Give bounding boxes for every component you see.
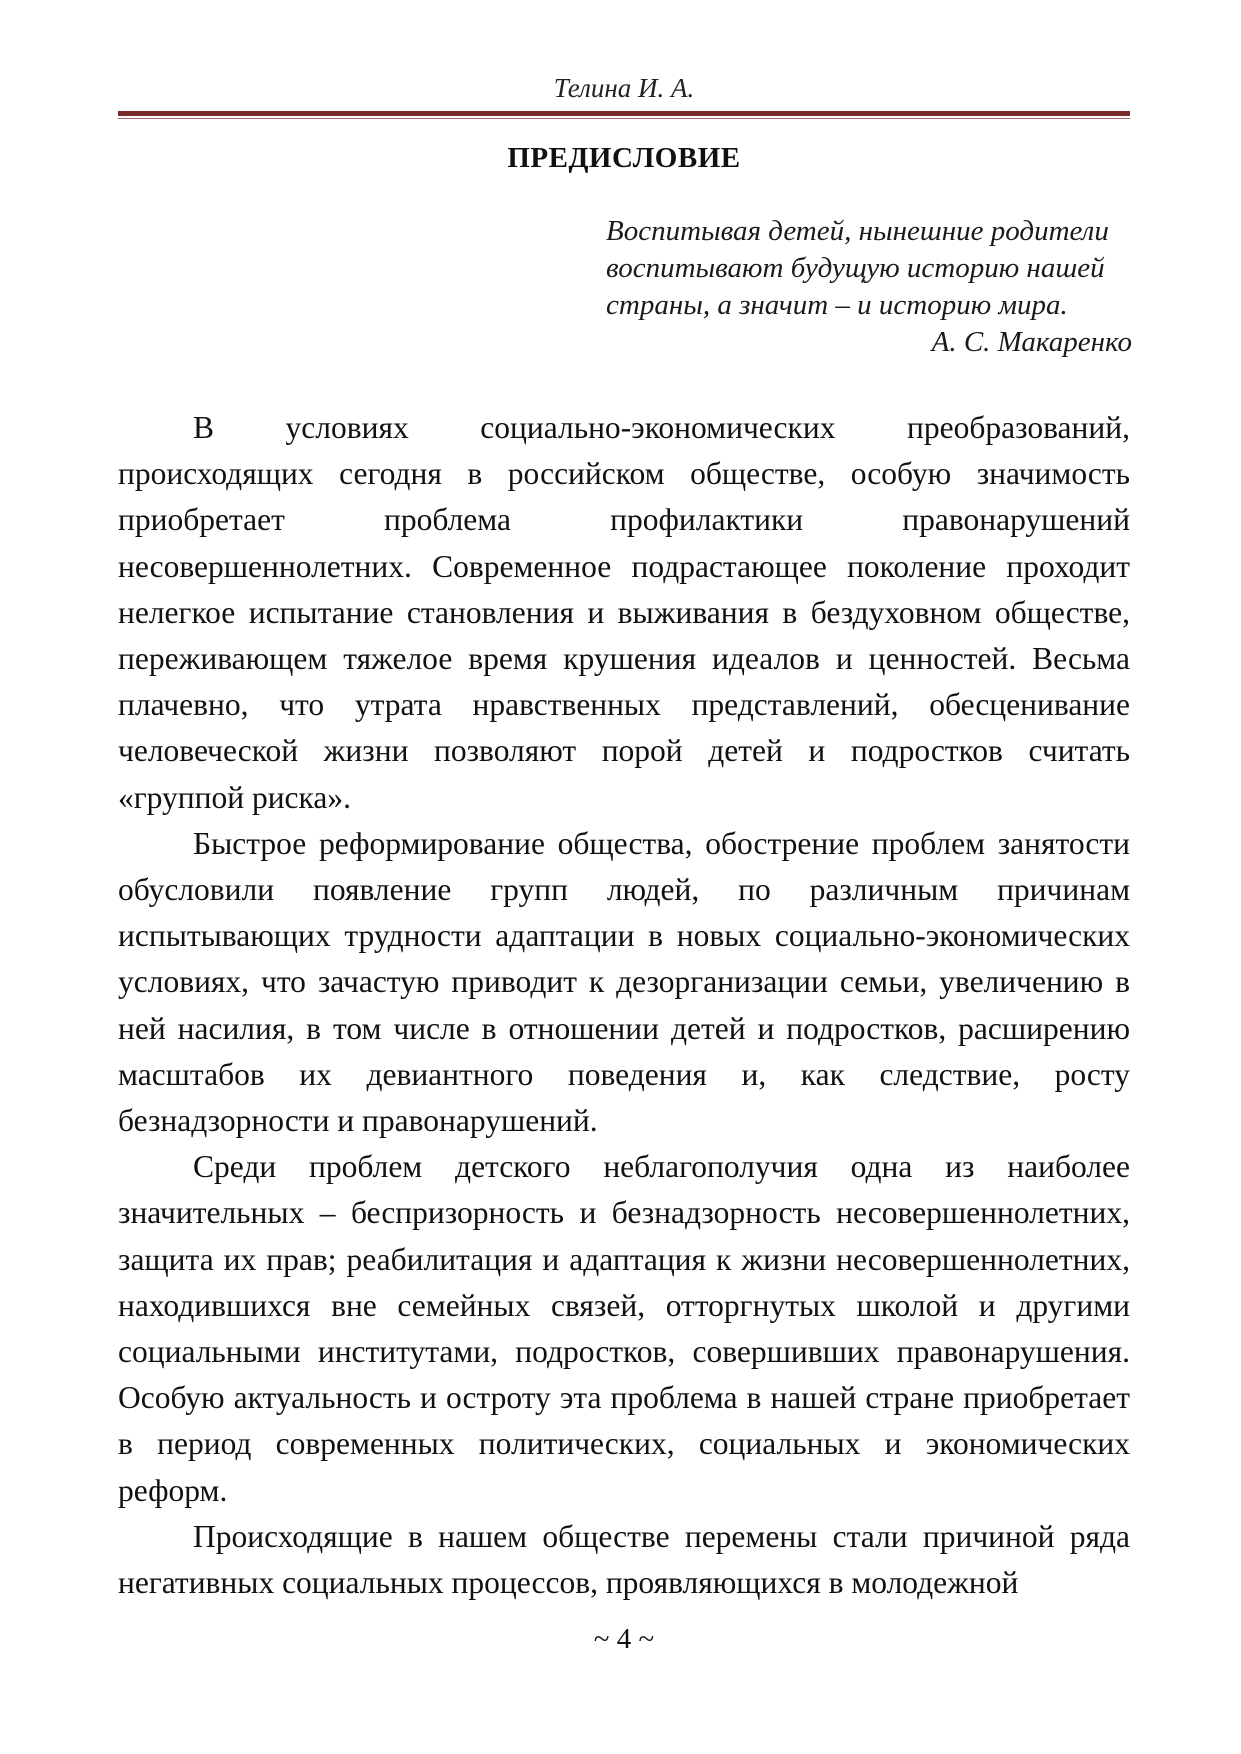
epigraph-line: страны, а значит – и историю мира. xyxy=(606,289,1068,321)
epigraph-line: Воспитывая детей, нынешние родители xyxy=(606,215,1109,247)
paragraph: Среди проблем детского неблагополучия одна из наиболее значительных – беспризорность и безнадзорность несовершеннолетних, защита их прав; реабилитация и адаптация к жизни несовершеннолетних, находившихся вне семейных связей, отторгнутых школой и другими социальными институтами, подростков, совершивших правонарушения. Особую актуальность и остроту эта проблема в нашей стране приобретает в период современных политических, социальных и экономических реформ. xyxy=(118,1149,1130,1508)
header-rule-thin xyxy=(118,118,1130,119)
paragraph: В условиях социально-экономических преобразований, происходящих сегодня в российском обществе, особую значимость приобретает проблема профилактики правонарушений несовершеннолетних. Современное подрастающее поколение проходит нелегкое испытание становления и выживания в бездуховном обществе, переживающем тяжелое время крушения идеалов и ценностей. Весьма плачевно, что утрата нравственных представлений, обесценивание человеческой жизни позволяют порой детей и подростков считать «группой риска». xyxy=(118,410,1130,815)
epigraph-author: А. С. Макаренко xyxy=(931,326,1132,358)
paragraph: Быстрое реформирование общества, обострение проблем занятости обусловили появление групп людей, по различным причинам испытывающих трудности адаптации в новых социально-экономических условиях, что зачастую приводит к дезорганизации семьи, увеличению в ней насилия, в том числе в отношении детей и подростков, расширению масштабов их девиантного поведения и, как следствие, росту безнадзорности и правонарушений. xyxy=(118,825,1130,1139)
page-title: ПРЕДИСЛОВИЕ xyxy=(507,142,741,174)
header-rule xyxy=(118,111,1130,116)
epigraph-line: воспитывают будущую историю нашей xyxy=(606,252,1105,284)
paragraph: Происходящие в нашем обществе перемены стали причиной ряда негативных социальных процессов, проявляющихся в молодежной xyxy=(118,1518,1130,1601)
page-number: ~ 4 ~ xyxy=(593,1623,655,1655)
body-text xyxy=(118,405,1130,1606)
running-header-author: Телина И. А. xyxy=(553,73,695,103)
epigraph xyxy=(606,213,1132,361)
